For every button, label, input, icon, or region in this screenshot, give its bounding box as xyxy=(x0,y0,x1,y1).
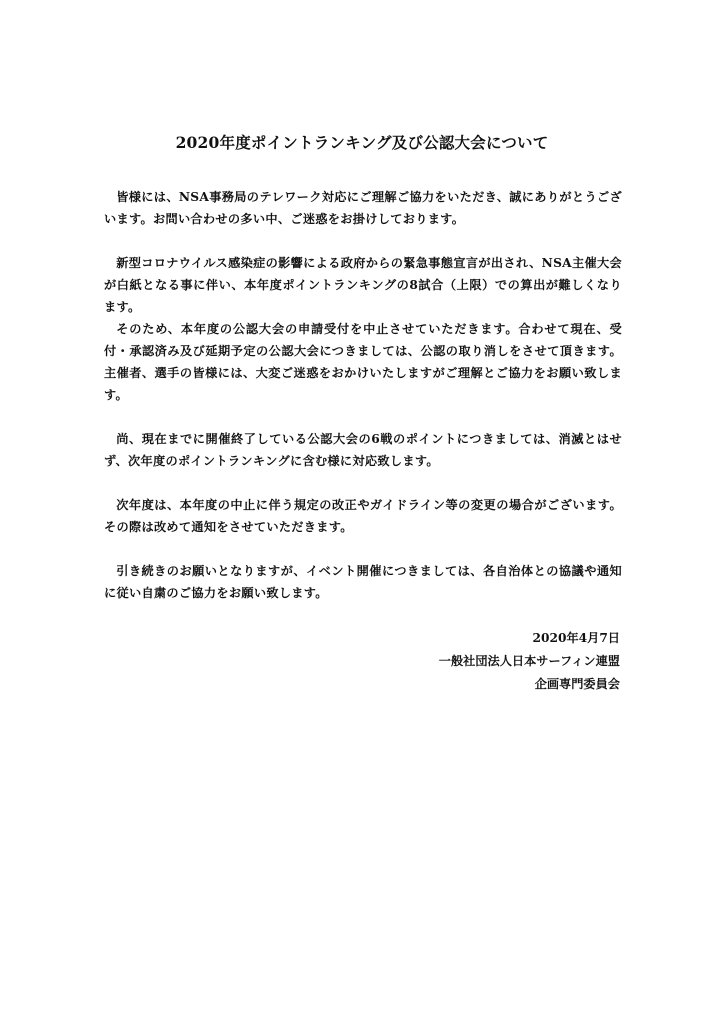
paragraph-request: 引き続きのお願いとなりますが、イベント開催につきましては、各自治体との協議や通知に従い自粛のご協力をお願い致します。 xyxy=(104,564,622,600)
paragraph-greeting: 皆様には、NSA事務局のテレワーク対応にご理解ご協力をいただき、誠にありがとうございます。お問い合わせの多い中、ご迷惑をお掛けしております。 xyxy=(104,190,622,226)
signature-date: 2020年4月7日 xyxy=(532,631,620,645)
paragraph-cancellation: そのため、本年度の公認大会の申請受付を中止させていただきます。合わせて現在、受付・承認済み及び延期予定の公認大会につきましては、公認の取り消しをさせて頂きます。主催者、選手の皆様には、大変ご迷惑をおかけいたしますがご理解とご協力をお願い致します。 xyxy=(104,322,622,402)
signature-committee: 企画専門委員会 xyxy=(534,677,620,691)
document-title: 2020年度ポイントランキング及び公認大会について xyxy=(175,133,549,152)
paragraph-next-year: 次年度は、本年度の中止に伴う規定の改正やガイドライン等の変更の場合がございます。その際は改めて通知をさせていただきます。 xyxy=(104,498,622,534)
paragraph-emergency: 新型コロナウイルス感染症の影響による政府からの緊急事態宣言が出され、NSA主催大会が白紙となる事に伴い、本年度ポイントランキングの8試合（上限）での算出が難しくなります。 xyxy=(104,256,622,314)
paragraph-points: 尚、現在までに開催終了している公認大会の6戦のポイントにつきましては、消滅とはせず、次年度のポイントランキングに含む様に対応致します。 xyxy=(104,432,622,468)
signature-organization: 一般社団法人日本サーフィン連盟 xyxy=(438,654,620,668)
document-body xyxy=(104,186,622,604)
signature-block xyxy=(439,627,620,696)
